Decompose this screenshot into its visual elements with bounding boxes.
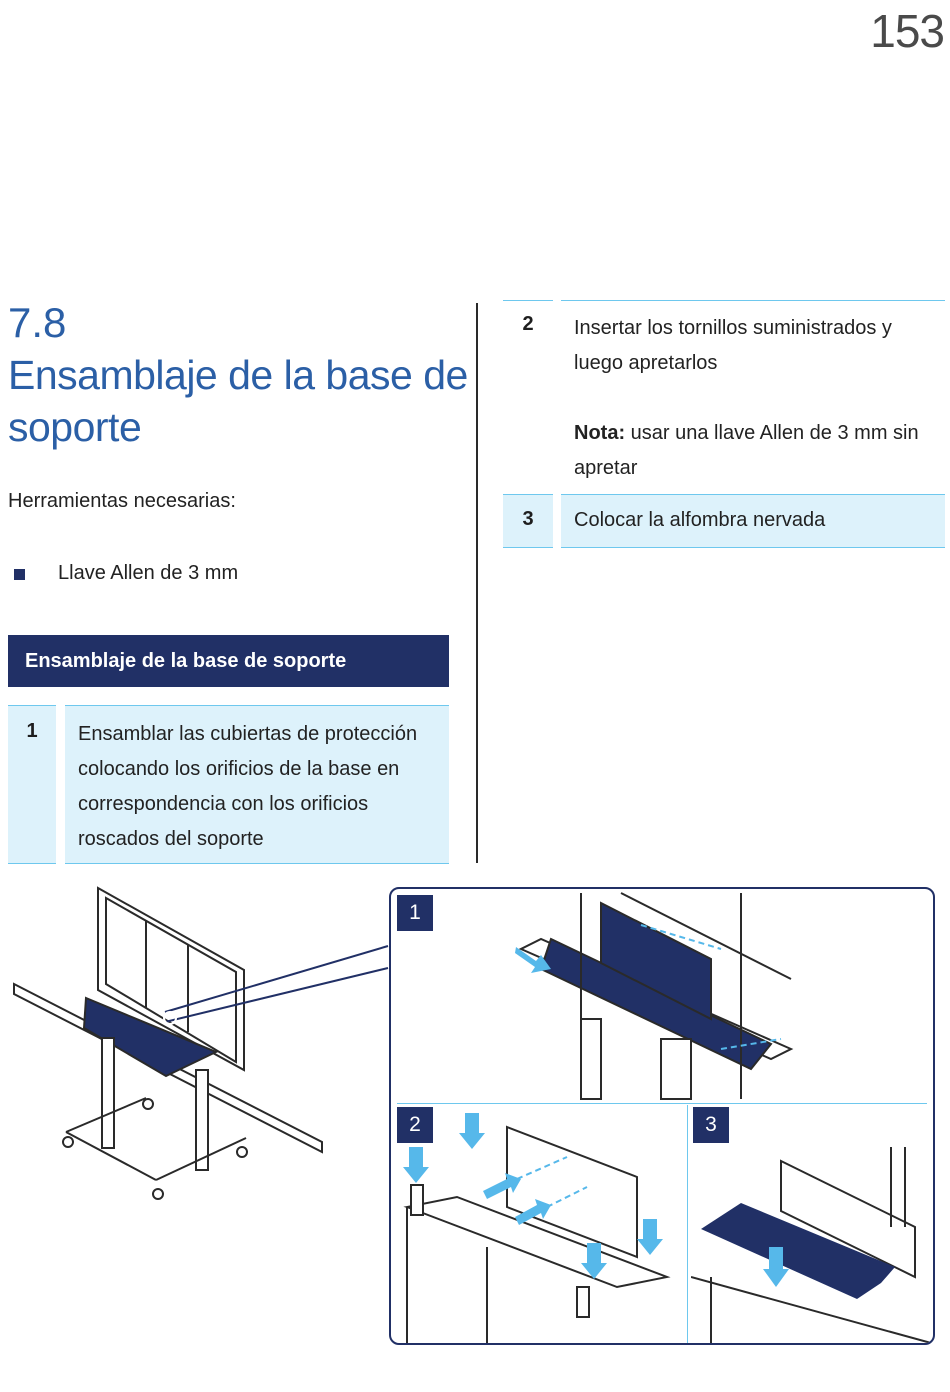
- panel-divider: [397, 1103, 927, 1104]
- note-text: usar una llave Allen de 3 mm sin apretar: [574, 422, 919, 479]
- step-number: 1: [8, 705, 56, 864]
- figure-panel-2: [397, 1107, 685, 1343]
- tools-label: Herramientas necesarias:: [8, 490, 236, 512]
- panel-number-badge: 3: [693, 1107, 729, 1143]
- step-row-3: [503, 494, 945, 548]
- panel-divider: [687, 1105, 688, 1343]
- step-text: Colocar la alfombra nervada: [561, 494, 945, 548]
- note-label: Nota:: [574, 422, 626, 444]
- column-divider: [476, 303, 478, 863]
- step-number: 2: [503, 300, 553, 494]
- step-number: 3: [503, 494, 553, 548]
- step-row-1: [8, 705, 449, 864]
- step-note: [574, 416, 939, 486]
- panel-2-illustration: [397, 1107, 685, 1343]
- detail-figure: [389, 887, 935, 1345]
- panel-number-badge: 1: [397, 895, 433, 931]
- tool-item: Llave Allen de 3 mm: [58, 562, 239, 584]
- panel-number-badge: 2: [397, 1107, 433, 1143]
- step-text: [561, 300, 945, 494]
- step-instruction: Insertar los tornillos suministrados y luego apretarlos: [574, 317, 892, 374]
- section-title: Ensamblaje de la base de soporte: [8, 352, 468, 450]
- panel-1-illustration: [391, 889, 933, 1103]
- bullet-square-icon: [14, 569, 25, 580]
- figure-panel-1: [391, 889, 933, 1103]
- step-row-2: [503, 300, 945, 494]
- figure-panel-3: [691, 1107, 933, 1343]
- step-text: Ensamblar las cubiertas de protección colocando los orificios de la base en correspondencia con los orificios roscados del soporte: [65, 705, 449, 864]
- zoom-connector: [160, 880, 400, 1030]
- section-number: 7.8: [8, 299, 67, 346]
- steps-table-header: Ensamblaje de la base de soporte: [8, 635, 449, 687]
- page-number: 153: [870, 5, 944, 57]
